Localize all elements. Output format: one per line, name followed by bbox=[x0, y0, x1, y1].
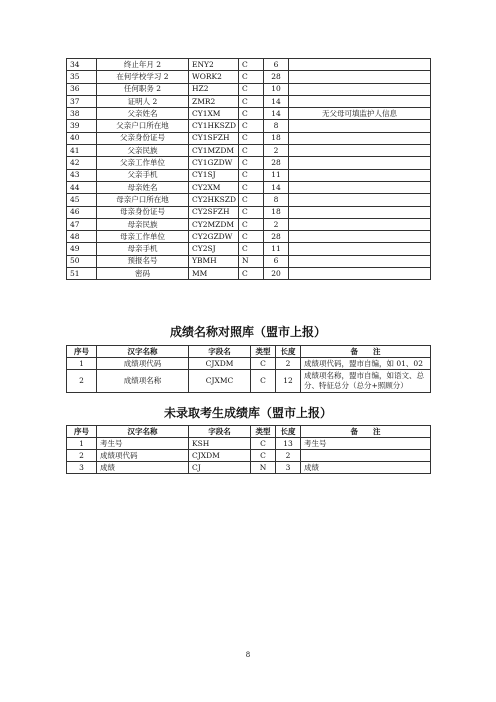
table-row bbox=[67, 462, 431, 474]
table-row bbox=[67, 450, 431, 462]
cell-name: 成绩项名称 bbox=[97, 370, 189, 393]
cell-type: C bbox=[239, 108, 264, 120]
cell-type: C bbox=[239, 268, 264, 280]
header-seq: 序号 bbox=[67, 426, 97, 438]
cell-type: C bbox=[239, 206, 264, 218]
cell-remark: 成绩 bbox=[301, 462, 431, 474]
table-row bbox=[67, 95, 431, 107]
table-header-row bbox=[67, 426, 431, 438]
unadmitted-score-table bbox=[66, 425, 431, 474]
header-name: 汉字名称 bbox=[97, 426, 189, 438]
cell-length: 14 bbox=[264, 108, 289, 120]
cell-type: C bbox=[251, 438, 276, 450]
table-row bbox=[67, 83, 431, 95]
cell-name: 父亲手机 bbox=[97, 169, 189, 181]
cell-type: C bbox=[251, 370, 276, 393]
table-row bbox=[67, 243, 431, 255]
table-row bbox=[67, 358, 431, 370]
cell-remark: 无父母可填监护人信息 bbox=[289, 108, 431, 120]
cell-seq: 47 bbox=[67, 218, 97, 230]
score-name-table bbox=[66, 345, 431, 393]
cell-length: 12 bbox=[276, 370, 301, 393]
cell-remark bbox=[289, 268, 431, 280]
cell-length: 20 bbox=[264, 268, 289, 280]
cell-remark bbox=[289, 206, 431, 218]
cell-remark: 成绩项代码，盟市自编，如 01、02 bbox=[301, 358, 431, 370]
cell-field: WORK2 bbox=[189, 71, 239, 83]
table-row bbox=[67, 255, 431, 267]
cell-type: C bbox=[239, 243, 264, 255]
cell-type: C bbox=[239, 83, 264, 95]
cell-length: 10 bbox=[264, 83, 289, 95]
cell-field: CY1MZDM bbox=[189, 145, 239, 157]
cell-remark: 考生号 bbox=[301, 438, 431, 450]
cell-remark bbox=[289, 95, 431, 107]
cell-field: CY2GZDW bbox=[189, 231, 239, 243]
cell-remark bbox=[289, 255, 431, 267]
cell-seq: 2 bbox=[67, 370, 97, 393]
cell-field: CJ bbox=[189, 462, 251, 474]
page-number: 8 bbox=[245, 651, 251, 659]
cell-remark bbox=[301, 450, 431, 462]
cell-seq: 37 bbox=[67, 95, 97, 107]
cell-type: C bbox=[239, 95, 264, 107]
cell-remark bbox=[289, 243, 431, 255]
cell-field: MM bbox=[189, 268, 239, 280]
table-row bbox=[67, 132, 431, 144]
cell-length: 28 bbox=[264, 231, 289, 243]
cell-name: 预报名号 bbox=[97, 255, 189, 267]
header-field: 字段名 bbox=[189, 346, 251, 358]
cell-type: C bbox=[239, 120, 264, 132]
table-row bbox=[67, 268, 431, 280]
cell-name: 父亲民族 bbox=[97, 145, 189, 157]
cell-length: 18 bbox=[264, 132, 289, 144]
cell-field: HZ2 bbox=[189, 83, 239, 95]
cell-length: 28 bbox=[264, 157, 289, 169]
table-row bbox=[67, 59, 431, 71]
cell-seq: 38 bbox=[67, 108, 97, 120]
cell-seq: 35 bbox=[67, 71, 97, 83]
cell-field: CY2SJ bbox=[189, 243, 239, 255]
cell-length: 13 bbox=[276, 438, 301, 450]
cell-field: CY2SFZH bbox=[189, 206, 239, 218]
cell-seq: 46 bbox=[67, 206, 97, 218]
cell-field: CJXDM bbox=[189, 450, 251, 462]
cell-remark bbox=[289, 71, 431, 83]
header-length: 长度 bbox=[276, 346, 301, 358]
cell-type: C bbox=[239, 169, 264, 181]
cell-name: 证明人 2 bbox=[97, 95, 189, 107]
table-row bbox=[67, 169, 431, 181]
section-title-unadmitted-scores: 未录取考生成绩库（盟市上报） bbox=[163, 406, 332, 420]
cell-field: CY1GZDW bbox=[189, 157, 239, 169]
cell-seq: 41 bbox=[67, 145, 97, 157]
cell-name: 终止年月 2 bbox=[97, 59, 189, 71]
cell-length: 8 bbox=[264, 194, 289, 206]
cell-type: C bbox=[239, 181, 264, 193]
cell-field: CY2HKSZD bbox=[189, 194, 239, 206]
cell-length: 8 bbox=[264, 120, 289, 132]
table-row bbox=[67, 71, 431, 83]
cell-length: 3 bbox=[276, 462, 301, 474]
cell-field: ZMR2 bbox=[189, 95, 239, 107]
cell-type: C bbox=[239, 231, 264, 243]
cell-remark bbox=[289, 120, 431, 132]
cell-type: C bbox=[239, 59, 264, 71]
cell-type: C bbox=[239, 71, 264, 83]
cell-type: C bbox=[239, 218, 264, 230]
cell-field: KSH bbox=[189, 438, 251, 450]
cell-name: 父亲工作单位 bbox=[97, 157, 189, 169]
cell-length: 14 bbox=[264, 95, 289, 107]
cell-seq: 48 bbox=[67, 231, 97, 243]
cell-name: 母亲民族 bbox=[97, 218, 189, 230]
cell-remark bbox=[289, 194, 431, 206]
cell-seq: 34 bbox=[67, 59, 97, 71]
cell-length: 2 bbox=[276, 358, 301, 370]
table-header-row bbox=[67, 346, 431, 358]
cell-type: N bbox=[239, 255, 264, 267]
cell-name: 成绩项代码 bbox=[97, 358, 189, 370]
cell-remark bbox=[289, 59, 431, 71]
cell-type: C bbox=[239, 194, 264, 206]
header-type: 类型 bbox=[251, 426, 276, 438]
cell-name: 父亲户口所在地 bbox=[97, 120, 189, 132]
cell-field: ENY2 bbox=[189, 59, 239, 71]
cell-remark bbox=[289, 231, 431, 243]
cell-length: 2 bbox=[264, 218, 289, 230]
cell-name: 母亲工作单位 bbox=[97, 231, 189, 243]
cell-length: 2 bbox=[264, 145, 289, 157]
table-row bbox=[67, 206, 431, 218]
header-type: 类型 bbox=[251, 346, 276, 358]
cell-name: 母亲身份证号 bbox=[97, 206, 189, 218]
cell-remark bbox=[289, 157, 431, 169]
cell-length: 11 bbox=[264, 169, 289, 181]
cell-remark bbox=[289, 83, 431, 95]
cell-field: CY1SJ bbox=[189, 169, 239, 181]
table-row bbox=[67, 108, 431, 120]
cell-name: 考生号 bbox=[97, 438, 189, 450]
header-seq: 序号 bbox=[67, 346, 97, 358]
cell-field: CJXMC bbox=[189, 370, 251, 393]
cell-name: 母亲户口所在地 bbox=[97, 194, 189, 206]
table-row bbox=[67, 194, 431, 206]
cell-length: 11 bbox=[264, 243, 289, 255]
cell-seq: 45 bbox=[67, 194, 97, 206]
cell-seq: 1 bbox=[67, 358, 97, 370]
table-row bbox=[67, 370, 431, 393]
cell-name: 成绩项代码 bbox=[97, 450, 189, 462]
cell-field: YBMH bbox=[189, 255, 239, 267]
cell-remark: 成绩项名称，盟市自编，如语文、总分、特征总分（总分+照顾分） bbox=[301, 370, 431, 393]
cell-seq: 1 bbox=[67, 438, 97, 450]
cell-field: CY1SFZH bbox=[189, 132, 239, 144]
cell-seq: 3 bbox=[67, 462, 97, 474]
cell-length: 6 bbox=[264, 59, 289, 71]
cell-length: 2 bbox=[276, 450, 301, 462]
cell-field: CJXDM bbox=[189, 358, 251, 370]
cell-name: 母亲手机 bbox=[97, 243, 189, 255]
cell-length: 14 bbox=[264, 181, 289, 193]
cell-name: 密码 bbox=[97, 268, 189, 280]
header-name: 汉字名称 bbox=[97, 346, 189, 358]
cell-type: C bbox=[239, 132, 264, 144]
cell-seq: 40 bbox=[67, 132, 97, 144]
table-row bbox=[67, 218, 431, 230]
cell-name: 任何职务 2 bbox=[97, 83, 189, 95]
cell-seq: 51 bbox=[67, 268, 97, 280]
cell-length: 28 bbox=[264, 71, 289, 83]
cell-field: CY1HKSZD bbox=[189, 120, 239, 132]
cell-seq: 49 bbox=[67, 243, 97, 255]
cell-name: 父亲身份证号 bbox=[97, 132, 189, 144]
cell-type: C bbox=[251, 358, 276, 370]
cell-type: N bbox=[251, 462, 276, 474]
cell-seq: 50 bbox=[67, 255, 97, 267]
cell-field: CY1XM bbox=[189, 108, 239, 120]
header-length: 长度 bbox=[276, 426, 301, 438]
cell-name: 成绩 bbox=[97, 462, 189, 474]
cell-seq: 39 bbox=[67, 120, 97, 132]
header-remark: 备 注 bbox=[301, 426, 431, 438]
cell-name: 父亲姓名 bbox=[97, 108, 189, 120]
cell-type: C bbox=[239, 145, 264, 157]
table-row bbox=[67, 145, 431, 157]
cell-type: C bbox=[239, 157, 264, 169]
cell-seq: 42 bbox=[67, 157, 97, 169]
cell-seq: 43 bbox=[67, 169, 97, 181]
cell-seq: 2 bbox=[67, 450, 97, 462]
cell-length: 18 bbox=[264, 206, 289, 218]
table-row bbox=[67, 157, 431, 169]
header-remark: 备 注 bbox=[301, 346, 431, 358]
cell-remark bbox=[289, 218, 431, 230]
section-title-score-names: 成绩名称对照库（盟市上报） bbox=[169, 325, 326, 339]
table-row bbox=[67, 231, 431, 243]
cell-length: 6 bbox=[264, 255, 289, 267]
cell-remark bbox=[289, 132, 431, 144]
table-row bbox=[67, 120, 431, 132]
cell-field: CY2MZDM bbox=[189, 218, 239, 230]
cell-remark bbox=[289, 145, 431, 157]
cell-name: 在何学校学习 2 bbox=[97, 71, 189, 83]
header-field: 字段名 bbox=[189, 426, 251, 438]
cell-seq: 44 bbox=[67, 181, 97, 193]
cell-remark bbox=[289, 181, 431, 193]
cell-field: CY2XM bbox=[189, 181, 239, 193]
cell-remark bbox=[289, 169, 431, 181]
table-row bbox=[67, 438, 431, 450]
cell-name: 母亲姓名 bbox=[97, 181, 189, 193]
cell-type: C bbox=[251, 450, 276, 462]
cell-seq: 36 bbox=[67, 83, 97, 95]
table-row bbox=[67, 181, 431, 193]
field-table-continued bbox=[66, 58, 431, 280]
